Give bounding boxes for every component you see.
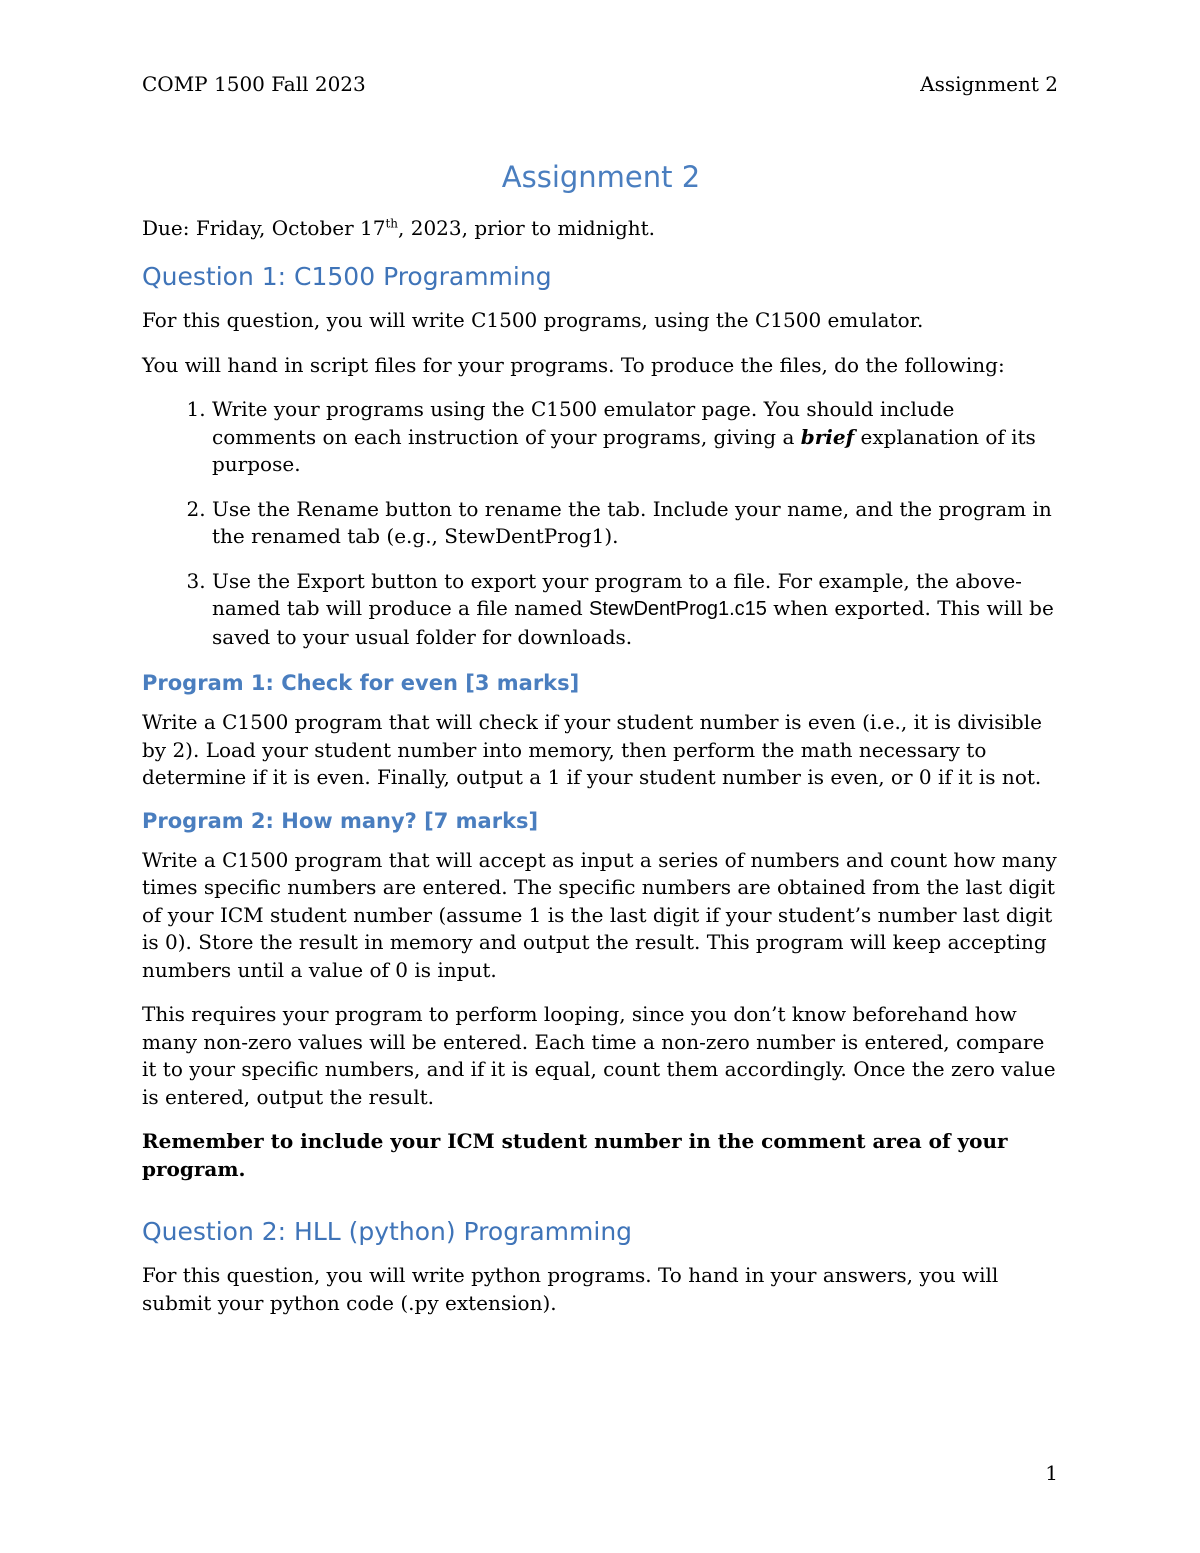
step-1-text-a: Write your programs using the C1500 emulator page. You should include comments on each instruction of your programs, giving a bbox=[212, 397, 955, 449]
due-prefix: Due: Friday, October 17 bbox=[142, 216, 386, 240]
program-2-reminder: Remember to include your ICM student number in the comment area of your program. bbox=[142, 1129, 1008, 1181]
program-1-heading: Program 1: Check for even [3 marks] bbox=[142, 671, 580, 695]
step-3-text-a: Use the Export button to export your program to a file. For example, the above-named tab will produce a file named bbox=[212, 568, 1022, 620]
due-date bbox=[142, 214, 1060, 242]
program-2-text-2: This requires your program to perform looping, since you don’t know beforehand how many non-zero values will be entered. Each time a non-zero number is entered, compare it to your specific numbers, and if it is equal, count them accordingly. Once the zero value is entered, output the result. bbox=[142, 1002, 1056, 1109]
step-3 bbox=[212, 568, 1060, 652]
page-title: Assignment 2 bbox=[501, 160, 701, 194]
program-2-text-1: Write a C1500 program that will accept as input a series of numbers and count how many times specific numbers are entered. The specific numbers are obtained from the last digit of your ICM student number (assume 1 is the last digit if your student’s number last digit is 0). Store the result in memory and output the result. This program will keep accepting numbers until a value of 0 is input. bbox=[142, 847, 1057, 982]
document-body bbox=[142, 160, 1060, 1334]
page-number: 1 bbox=[1045, 1461, 1058, 1485]
q1-intro-1: For this question, you will write C1500 programs, using the C1500 emulator. bbox=[142, 308, 924, 332]
program-1-text: Write a C1500 program that will check if your student number is even (i.e., it is divisible by 2). Load your student number into memory, then perform the math necessary to determine if it is even. Finally, output a 1 if your student number is even, or 0 if it is not. bbox=[142, 710, 1042, 789]
header-course: COMP 1500 Fall 2023 bbox=[142, 72, 366, 96]
q1-intro-2: You will hand in script files for your programs. To produce the files, do the following: bbox=[142, 352, 1005, 377]
step-3-filename: StewDentProg1.c15 bbox=[589, 598, 767, 620]
steps-list bbox=[142, 396, 1060, 651]
q2-intro: For this question, you will write python programs. To hand in your answers, you will submit your python code (.py extension). bbox=[142, 1263, 999, 1315]
step-1 bbox=[212, 396, 1060, 479]
header-assignment: Assignment 2 bbox=[920, 72, 1058, 96]
step-1-text-b: explanation of its purpose. bbox=[212, 424, 1036, 476]
question-1-heading: Question 1: C1500 Programming bbox=[142, 262, 552, 291]
step-1-emphasis: brief bbox=[800, 424, 855, 449]
question-2-heading: Question 2: HLL (python) Programming bbox=[142, 1217, 633, 1246]
program-2-heading: Program 2: How many? [7 marks] bbox=[142, 808, 539, 833]
due-superscript: th bbox=[385, 216, 399, 231]
step-3-text-b: when exported. This will be saved to your usual folder for downloads. bbox=[212, 596, 1054, 649]
due-suffix: , 2023, prior to midnight. bbox=[398, 216, 656, 240]
step-2: 2. Use the Rename button to rename the tab. Include your name, and the program in the renamed tab (e.g., StewDentProg1). bbox=[212, 496, 1060, 551]
